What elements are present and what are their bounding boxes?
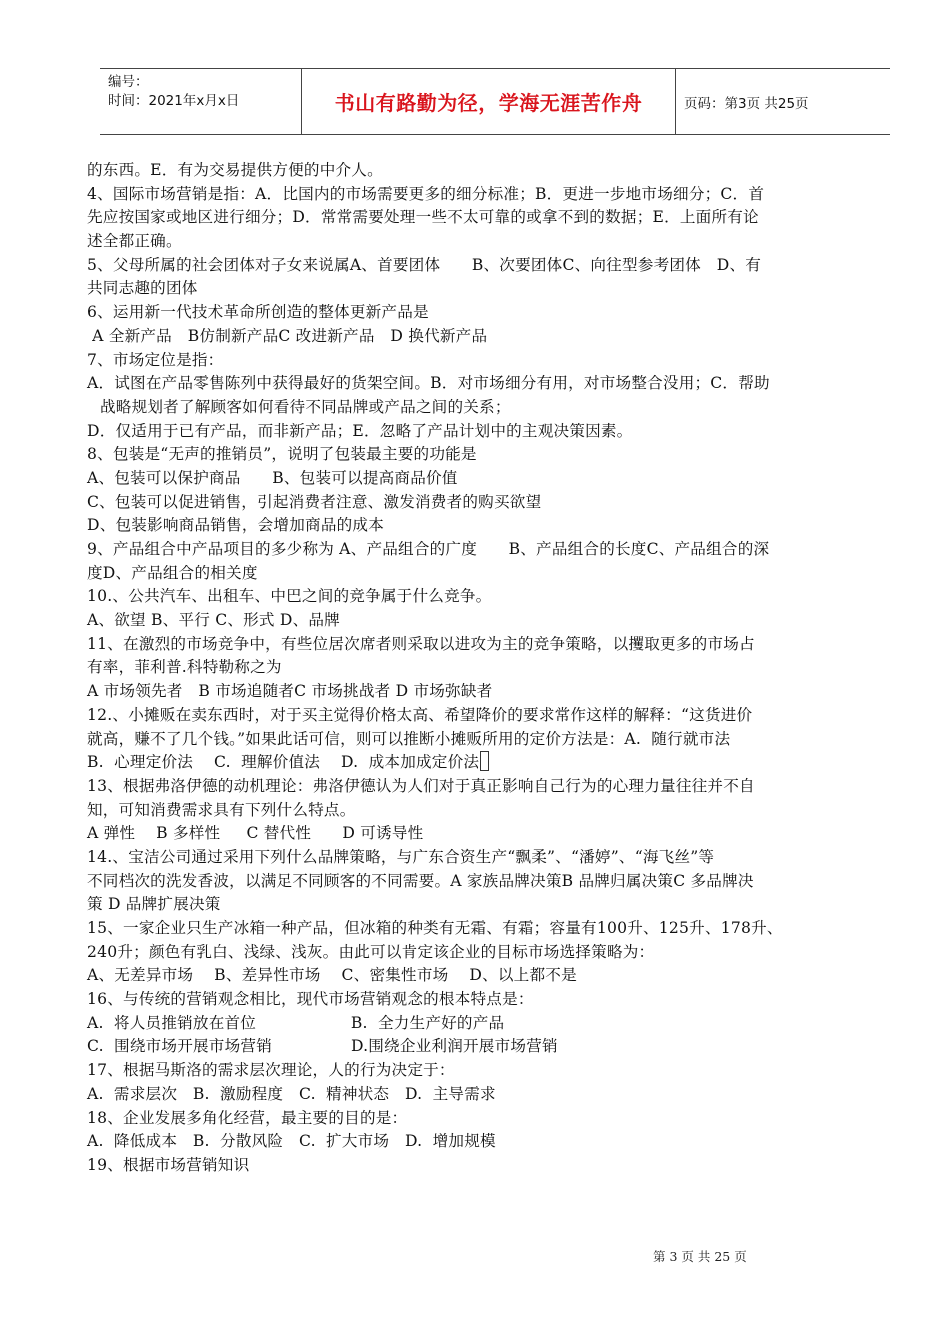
text-line: 8、包装是“无声的推销员”，说明了包装最主要的功能是	[87, 445, 477, 464]
text-line: 10.、公共汽车、出租车、中巴之间的竞争属于什么竞争。	[87, 587, 492, 606]
header-motto: 书山有路勤为径，学海无涯苦作舟	[302, 69, 676, 134]
text-line: A、包装可以保护商品 B、包装可以提高商品价值	[87, 468, 458, 487]
document-body	[87, 159, 907, 1178]
text-line: 策 D 品牌扩展决策	[87, 895, 221, 914]
text-line: A. 需求层次 B. 激励程度 C. 精神状态 D. 主导需求	[87, 1084, 496, 1103]
text-line-with-cursor	[87, 751, 907, 775]
text-line: 11、在激烈的市场竞争中，有些位居次席者则采取以进攻为主的竞争策略，以攫取更多的市场占	[87, 634, 755, 653]
text-cursor-box	[480, 751, 489, 771]
text-line: A、无差异市场 B、差异性市场 C、密集性市场 D、以上都不是	[87, 966, 577, 985]
text-line: 16、与传统的营销观念相比，现代市场营销观念的根本特点是：	[87, 990, 534, 1009]
text-line: 13、根据弗洛伊德的动机理论：弗洛伊德认为人们对于真正影响自己行为的心理力量往往并不自	[87, 776, 755, 795]
text-line: 7、市场定位是指：	[87, 350, 224, 369]
text-line: 战略规划者了解顾客如何看待不同品牌或产品之间的关系；	[100, 397, 511, 416]
text-line: 15、一家企业只生产冰箱一种产品，但冰箱的种类有无霜、有霜；容量有100升、125升、178升、	[87, 919, 783, 937]
text-line: 6、运用新一代技术革命所创造的整体更新产品是	[87, 303, 429, 322]
text-line: 4、国际市场营销是指：A．比国内的市场需要更多的细分标准；B．更进一步地市场细分；C．首	[87, 184, 765, 203]
header-page-info: 页码：第3页 共25页	[684, 95, 809, 112]
text-line: 先应按国家或地区进行细分；D．常常需要处理一些不太可靠的或拿不到的数据；E．上面所有论	[87, 208, 759, 227]
text-line: 度D、产品组合的相关度	[87, 563, 258, 582]
text-line: 知，可知消费需求具有下列什么特点。	[87, 800, 356, 819]
text-line: C. 围绕市场开展市场营销 D.围绕企业利润开展市场营销	[87, 1037, 558, 1056]
text-line: B. 心理定价法 C. 理解价值法 D. 成本加成定价法	[87, 753, 480, 772]
page-footer: 第 3 页 共 25 页	[653, 1249, 747, 1264]
header-meta	[100, 69, 302, 134]
text-line: 18、企业发展多角化经营，最主要的目的是：	[87, 1108, 408, 1127]
text-line: 14.、宝洁公司通过采用下列什么品牌策略，与广东合资生产“飘柔”、“潘婷”、“海飞丝”等	[87, 847, 715, 866]
text-line: 不同档次的洗发香波，以满足不同顾客的不同需要。A 家族品牌决策B 品牌归属决策C 多品牌决	[87, 871, 754, 890]
text-line: A 全新产品 B仿制新产品C 改进新产品 D 换代新产品	[87, 326, 488, 345]
document-number-label: 编号：	[108, 74, 149, 90]
text-line: A．试图在产品零售陈列中获得最好的货架空间。B．对市场细分有用，对市场整合没用；C．帮助	[87, 374, 770, 393]
text-line: A、欲望 B、平行 C、形式 D、品牌	[87, 611, 340, 630]
text-line: 17、根据马斯洛的需求层次理论，人的行为决定于：	[87, 1061, 455, 1080]
text-line: 12.、小摊贩在卖东西时，对于买主觉得价格太高、希望降价的要求常作这样的解释：“这货进价	[87, 705, 753, 724]
text-line: 就高，赚不了几个钱。”如果此话可信，则可以推断小摊贩所用的定价方法是：A. 随行就市法	[87, 729, 731, 748]
text-line: C、包装可以促进销售，引起消费者注意、激发消费者的购买欲望	[87, 492, 542, 511]
text-line: 19、根据市场营销知识	[87, 1155, 250, 1174]
document-time: 时间：2021年x月x日	[108, 93, 240, 109]
text-line: D、包装影响商品销售，会增加商品的成本	[87, 516, 384, 535]
text-line: 5、父母所属的社会团体对子女来说属A、首要团体 B、次要团体C、向往型参考团体 D、有	[87, 255, 762, 274]
text-line: 的东西。E．有为交易提供方便的中介人。	[87, 161, 383, 179]
text-line: 共同志趣的团体	[87, 279, 198, 298]
text-line: D．仅适用于已有产品，而非新产品；E．忽略了产品计划中的主观决策因素。	[87, 421, 633, 440]
text-line: 240升；颜色有乳白、浅绿、浅灰。由此可以肯定该企业的目标市场选择策略为：	[87, 942, 655, 961]
text-line: 有率，菲利普.科特勒称之为	[87, 658, 282, 677]
text-line: A. 将人员推销放在首位 B. 全力生产好的产品	[87, 1013, 505, 1032]
text-line: A 弹性 B 多样性 C 替代性 D 可诱导性	[87, 824, 424, 843]
text-line: 述全都正确。	[87, 232, 182, 251]
page-header	[100, 68, 890, 135]
text-line: A 市场领先者 B 市场追随者C 市场挑战者 D 市场弥缺者	[87, 682, 493, 701]
text-line: 9、产品组合中产品项目的多少称为 A、产品组合的广度 B、产品组合的长度C、产品组合的深	[87, 540, 770, 558]
text-line: A. 降低成本 B. 分散风险 C. 扩大市场 D. 增加规模	[87, 1132, 496, 1151]
